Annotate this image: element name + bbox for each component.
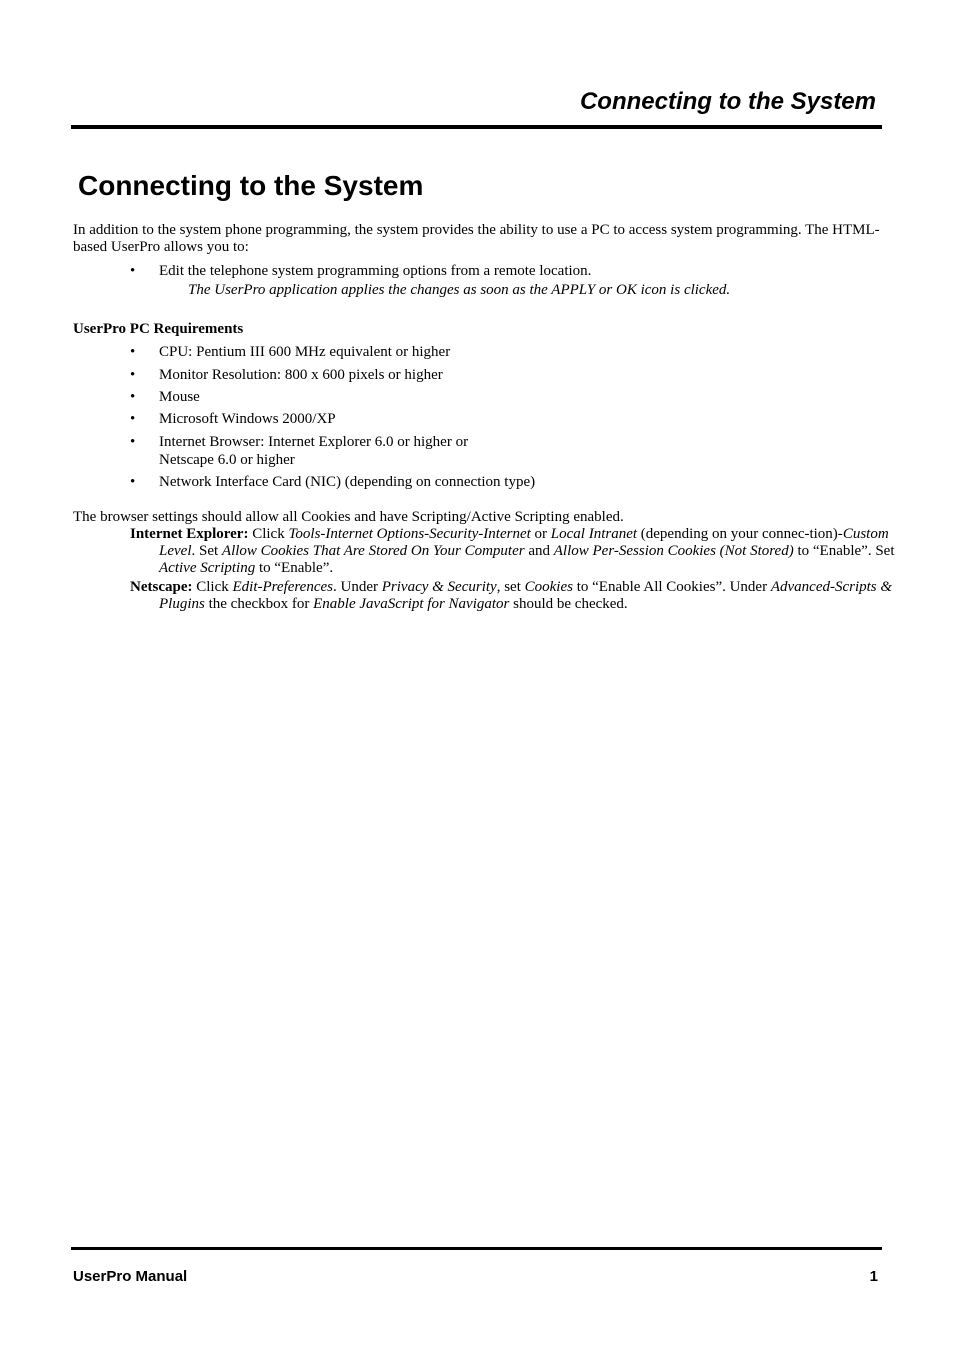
header-rule [71,125,882,129]
text-run: or [530,526,551,542]
list-item: Microsoft Windows 2000/XP [159,411,336,427]
bullet-icon: • [130,434,136,450]
running-header: Connecting to the System [579,88,876,115]
internet-explorer-instructions [130,526,911,577]
netscape-menu-path: Edit-Preferences [232,579,333,595]
list-item: CPU: Pentium III 600 MHz equivalent or higher [159,344,451,360]
list-item: Mouse [159,389,200,405]
bullet-icon: • [130,389,136,405]
text-run: to “Enable All Cookies”. Under [572,579,771,595]
netscape-cookies: Cookies [524,579,573,595]
list-item: Network Interface Card (NIC) (depending on connection type) [159,474,536,490]
ie-menu-path: Tools-Internet Options-Security-Internet [288,526,531,542]
bullet-icon: • [130,474,136,490]
text-run: , set [496,579,525,595]
list-item: Edit the telephone system programming options from a remote location. [159,263,592,279]
text-run: to “Enable”. Set [793,543,895,559]
ie-zone: Local Intranet [550,526,638,542]
text-run: to “Enable”. [255,560,334,576]
netscape-privacy: Privacy & Security [381,579,497,595]
bullet-icon: • [130,263,136,279]
netscape-label: Netscape: [130,579,193,595]
netscape-advanced: Advanced-Scripts & Plugins [159,579,893,612]
page-number: 1 [869,1268,878,1285]
netscape-instructions [130,579,911,613]
ie-custom-level: Custom Level [159,526,889,559]
ie-allow-session-cookies: Allow Per-Session Cookies (Not Stored) [553,543,794,559]
intro-paragraph: In addition to the system phone programming, the system provides the ability to use a PC to access system programming. The HTML-based UserPro allows you to: [73,222,880,255]
text-run: and [524,543,554,559]
text-run: Click [192,579,233,595]
list-item-continuation: Netscape 6.0 or higher [159,452,295,468]
bullet-icon: • [130,411,136,427]
text-run: Click [248,526,289,542]
bullet-icon: • [130,344,136,360]
bullet-icon: • [130,367,136,383]
browser-settings-intro: The browser settings should allow all Cookies and have Scripting/Active Scripting enabled. [73,509,624,525]
text-run: . Under [333,579,382,595]
text-run: . Set [191,543,222,559]
netscape-enable-js: Enable JavaScript for Navigator [313,596,510,612]
requirements-heading: UserPro PC Requirements [73,321,244,337]
footer-manual-title: UserPro Manual [73,1268,188,1285]
intro-note: The UserPro application applies the changes as soon as the APPLY or OK icon is clicked. [188,282,731,298]
ie-active-scripting: Active Scripting [159,560,256,576]
list-item: Monitor Resolution: 800 x 600 pixels or higher [159,367,443,383]
text-run: should be checked. [509,596,628,612]
ie-label: Internet Explorer: [130,526,249,542]
list-item: Internet Browser: Internet Explorer 6.0 or higher or [159,434,469,450]
page-title: Connecting to the System [78,170,424,201]
footer-rule [71,1247,882,1250]
ie-allow-stored-cookies: Allow Cookies That Are Stored On Your Computer [221,543,525,559]
text-run: the checkbox for [204,596,314,612]
text-run: (depending on your connec-tion)- [637,526,843,542]
